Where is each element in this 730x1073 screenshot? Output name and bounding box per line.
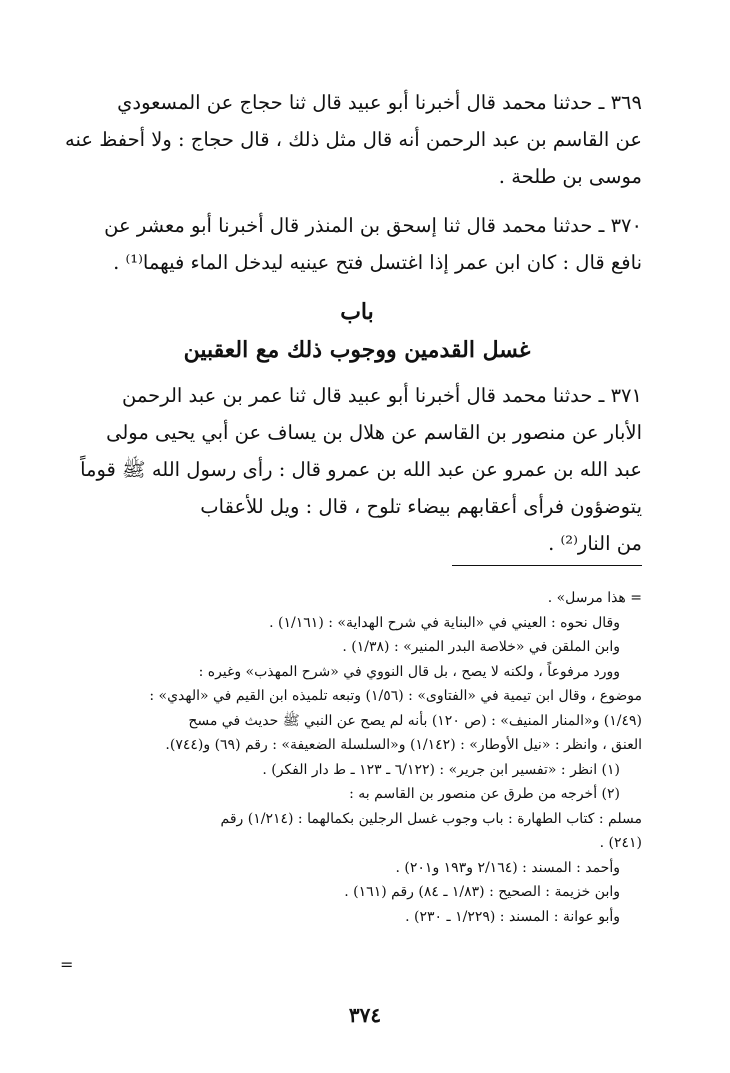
text-line: من النار⁽²⁾ . [548,532,642,555]
chapter-label: باب [340,299,374,325]
footnote-line: العنق ، وانظر : «نيل الأوطار» : (١/١٤٢) و«السلسلة الضعيفة» : رقم (٦٩) و(٧٤٤). [165,737,642,753]
chapter-title: غسل القدمين ووجوب ذلك مع العقبين [183,337,531,363]
text-line: موسى بن طلحة . [498,165,642,188]
footnote-line: (٢٤١) . [599,835,642,851]
text-line: ٣٧١ ـ حدثنا محمد قال أخبرنا أبو عبيد قال ثنا عمر بن عبد الرحمن [122,384,642,407]
text-line: عبد الله بن عمرو عن عبد الله بن عمرو قال : رأى رسول الله ﷺ قوماً [80,458,642,481]
footnote-line: (١) انظر : «تفسير ابن جرير» : (٦/١٢٢ ـ ١٢٣ ـ ط دار الفكر) . [262,761,620,778]
footnote-line: وابن الملقن في «خلاصة البدر المنير» : (١/٣٨) . [342,639,620,655]
chapter-heading [72,293,642,369]
footnote-line: وقال نحوه : العيني في «البناية في شرح الهداية» : (١/١٦١) . [269,614,620,631]
footnote-line: (١/٤٩) و«المنار المنيف» : (ص ١٢٠) بأنه لم يصح عن النبي ﷺ حديث في مسح [188,712,642,729]
hadith-371 [72,377,642,562]
text-line: يتوضؤون فرأى أعقابهم بيضاء تلوح ، قال : ويل للأعقاب [200,495,642,518]
main-text [65,84,642,574]
footnote-line: وأحمد : المسند : (٢/١٦٤ و١٩٣ و٢٠١) . [395,859,620,876]
footnote-line: (٢) أخرجه من طرق عن منصور بن القاسم به : [349,786,620,802]
footnote-line: وابن خزيمة : الصحيح : (١/٨٣ ـ ٨٤) رقم (١٦١) . [344,884,620,900]
text-line: عن القاسم بن عبد الرحمن أنه قال مثل ذلك ، قال حجاج : ولا أحفظ عنه [65,128,642,151]
text-line: ٣٧٠ ـ حدثنا محمد قال ثنا إسحق بن المنذر قال أخبرنا أبو معشر عن [104,214,642,237]
footnote-line: وورد مرفوعاً ، ولكنه لا يصح ، بل قال النووي في «شرح المهذب» وغيره : [198,663,620,680]
continuation-mark: = [60,955,74,974]
page-number: ٣٧٤ [348,1003,382,1027]
footnote-separator [452,565,642,566]
text-line: ٣٦٩ ـ حدثنا محمد قال أخبرنا أبو عبيد قال ثنا حجاج عن المسعودي [117,91,642,114]
footnotes [42,586,642,929]
footnote-line: وأبو عوانة : المسند : (١/٢٢٩ ـ ٢٣٠) . [405,908,620,925]
footnote-line: مسلم : كتاب الطهارة : باب وجوب غسل الرجلين بكمالهما : (١/٢١٤) رقم [220,810,642,827]
text-line: نافع قال : كان ابن عمر إذا اغتسل فتح عينيه ليدخل الماء فيهما⁽¹⁾ . [113,251,642,274]
hadith-369 [65,84,642,195]
hadith-370 [72,207,642,281]
footnote-line: = هذا مرسل» . [547,590,642,606]
text-line: الأبار عن منصور بن القاسم عن هلال بن يساف عن أبي يحيى مولى [106,421,642,444]
footnote-line: موضوع ، وقال ابن تيمية في «الفتاوى» : (١/٥٦) وتبعه تلميذه ابن القيم في «الهدي» : [149,688,642,704]
